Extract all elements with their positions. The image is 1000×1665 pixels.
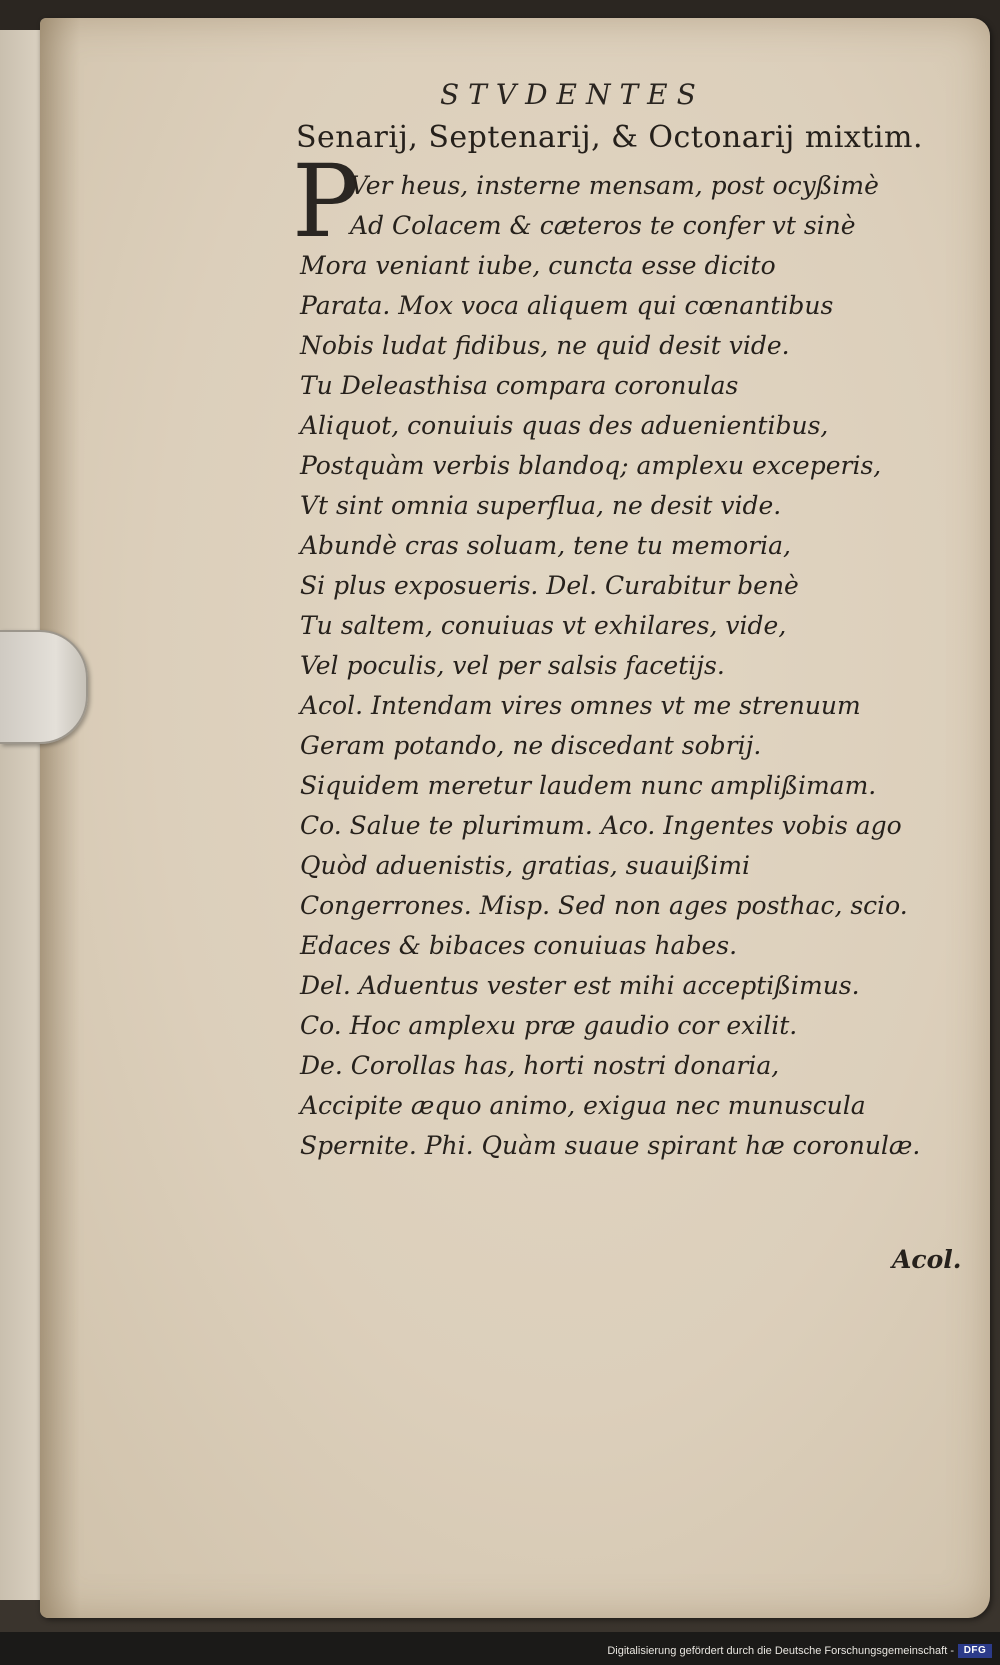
verse-line: De. Corollas has, horti nostri donaria, [300, 1051, 780, 1080]
running-head: STVDENTES [440, 78, 705, 111]
verse-line: Congerrones. Misp. Sed non ages posthac, scio. [300, 891, 908, 920]
catchword: Acol. [892, 1245, 962, 1274]
verse-line: Geram potando, ne discedant sobrij. [300, 731, 762, 760]
verse-line: Ad Colacem & cæteros te confer vt sinè [350, 211, 856, 240]
verse-line: Mora veniant iube, cuncta esse dicito [300, 251, 776, 280]
verse-line: Postquàm verbis blandoq; amplexu exceperis, [300, 451, 882, 480]
verse-line: Vel poculis, vel per salsis facetijs. [300, 651, 725, 680]
verse-line: Tu Deleasthisa compara coronulas [300, 371, 739, 400]
verse-line: Nobis ludat fidibus, ne quid desit vide. [300, 331, 790, 360]
verse-line: Tu saltem, conuiuas vt exhilares, vide, [300, 611, 787, 640]
verse-subtitle: Senarij, Septenarij, & Octonarij mixtim. [296, 120, 923, 155]
book-clasp [0, 630, 88, 744]
verse-line: Quòd aduenistis, gratias, suauißimi [300, 851, 750, 880]
dfg-logo-icon: DFG [958, 1644, 992, 1658]
verse-line: Accipite æquo animo, exigua nec munuscula [300, 1091, 866, 1120]
verse-line: Del. Aduentus vester est mihi acceptißimus. [300, 971, 860, 1000]
funding-credit: Digitalisierung gefördert durch die Deutsche Forschungsgemeinschaft - [607, 1645, 954, 1657]
verse-line: Si plus exposueris. Del. Curabitur benè [300, 571, 799, 600]
verse-line: Parata. Mox voca aliquem qui cœnantibus [300, 291, 834, 320]
verse-line: Ver heus, insterne mensam, post ocyßimè [350, 171, 879, 200]
verse-line: Vt sint omnia superflua, ne desit vide. [300, 491, 782, 520]
verse-line: Aliquot, conuiuis quas des aduenientibus, [300, 411, 829, 440]
verse-line: Edaces & bibaces conuiuas habes. [300, 931, 738, 960]
drop-cap-initial: P [292, 143, 360, 260]
verse-text [300, 166, 940, 1166]
verse-line: Co. Salue te plurimum. Aco. Ingentes vobis ago [300, 811, 902, 840]
gutter-shadow [40, 18, 80, 1618]
verse-line: Abundè cras soluam, tene tu memoria, [300, 531, 791, 560]
verse-line: Co. Hoc amplexu præ gaudio cor exilit. [300, 1011, 798, 1040]
verse-line: Spernite. Phi. Quàm suaue spirant hæ coronulæ. [300, 1131, 921, 1160]
verse-line: Acol. Intendam vires omnes vt me strenuum [300, 691, 861, 720]
verse-line: Siquidem meretur laudem nunc amplißimam. [300, 771, 877, 800]
